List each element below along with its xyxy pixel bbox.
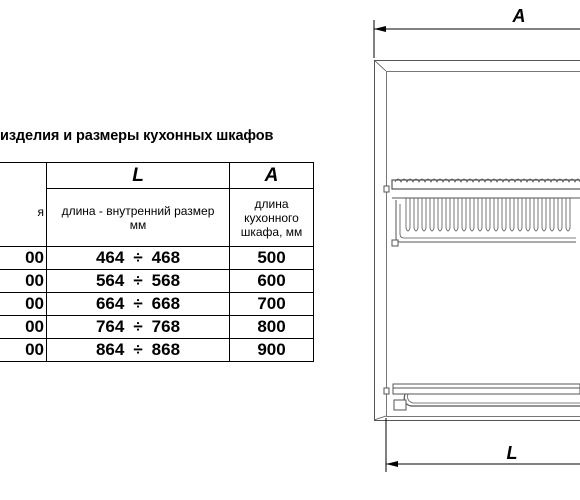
a-cell: 600 xyxy=(230,270,314,293)
dimension-a-label: A xyxy=(512,6,526,26)
a-column-description: длина кухонного шкафа, мм xyxy=(230,189,314,247)
drip-tray xyxy=(384,384,580,410)
dimension-l xyxy=(386,418,580,472)
a-cell: 800 xyxy=(230,316,314,339)
l-min: 664 xyxy=(95,294,125,313)
a-cell: 700 xyxy=(230,293,314,316)
divide-sign: ÷ xyxy=(133,271,143,290)
l-min: 564 xyxy=(95,271,125,290)
cabinet-body xyxy=(374,60,580,421)
divide-sign: ÷ xyxy=(133,248,143,267)
l-max: 468 xyxy=(151,248,181,267)
l-max: 768 xyxy=(151,317,181,336)
page-title: изделия и размеры кухонных шкафов xyxy=(0,128,274,144)
l-max: 668 xyxy=(151,294,181,313)
first-cell: 00 xyxy=(0,293,47,316)
first-column-header: я xyxy=(0,163,47,247)
first-cell: 00 xyxy=(0,270,47,293)
l-column-description: длина - внутренний размер мм xyxy=(47,189,230,247)
dimension-l-label: L xyxy=(506,443,518,463)
a-cell: 500 xyxy=(230,247,314,270)
l-min: 464 xyxy=(95,248,125,267)
l-column-header: L xyxy=(47,163,230,189)
divide-sign: ÷ xyxy=(133,294,143,313)
dish-rack xyxy=(384,179,580,246)
l-max: 868 xyxy=(151,340,181,359)
a-column-header: A xyxy=(230,163,314,189)
first-cell: 00 xyxy=(0,247,47,270)
first-cell: 00 xyxy=(0,339,47,362)
dimension-a xyxy=(374,20,580,58)
divide-sign: ÷ xyxy=(133,340,143,359)
l-min: 764 xyxy=(95,317,125,336)
first-cell: 00 xyxy=(0,316,47,339)
divide-sign: ÷ xyxy=(133,317,143,336)
l-max: 568 xyxy=(151,271,181,290)
a-cell: 900 xyxy=(230,339,314,362)
l-min: 864 xyxy=(95,340,125,359)
